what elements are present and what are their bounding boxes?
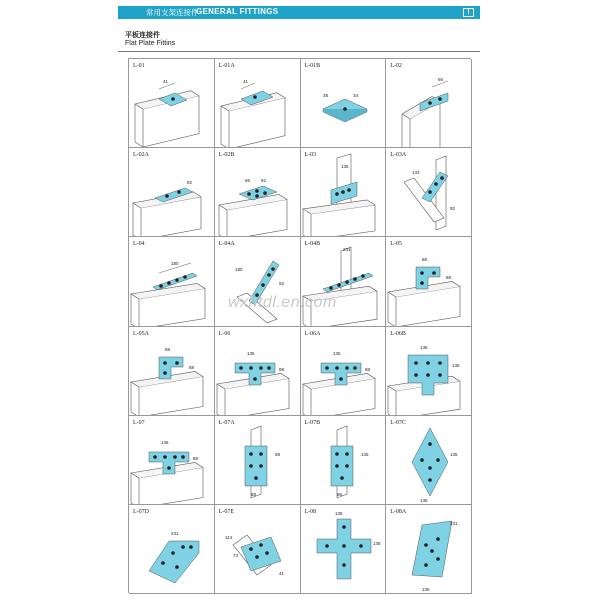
dimension-label: 88 [165, 346, 171, 352]
bolt-hole [239, 366, 243, 370]
fitting-cell [386, 327, 472, 416]
fitting-drawing [301, 148, 387, 237]
bolt-hole [181, 455, 185, 459]
bolt-hole [414, 373, 418, 377]
bolt-hole [255, 194, 259, 198]
fitting-cell [129, 327, 215, 416]
fitting-code: L-08 [304, 509, 317, 515]
bolt-hole [428, 466, 432, 470]
dimension-label: 136 [420, 344, 428, 350]
bolt-hole [345, 452, 349, 456]
fitting-code: L-01 [133, 63, 145, 69]
fitting-cell [386, 237, 472, 326]
dimension-label: 135 [360, 451, 368, 457]
bolt-hole [347, 188, 351, 192]
section-title-cn: 平板连接件 [125, 31, 160, 39]
bolt-hole [263, 191, 267, 195]
fittings-grid [128, 58, 471, 593]
bolt-hole [335, 366, 339, 370]
fitting-code: L-07B [304, 419, 321, 426]
dimension-label: 180 [171, 261, 179, 267]
bolt-hole [359, 544, 363, 548]
bolt-hole [424, 563, 428, 567]
fitting-cell [301, 327, 387, 416]
bolt-hole [153, 455, 157, 459]
bolt-hole [345, 366, 349, 370]
fitting-code: L-04A [218, 241, 235, 248]
bolt-hole [255, 189, 259, 193]
bolt-hole [420, 458, 424, 462]
bolt-hole [259, 366, 263, 370]
bolt-hole [163, 371, 167, 375]
fitting-cell [301, 237, 387, 326]
fitting-cell [386, 416, 472, 505]
fitting-code: L-03 [304, 152, 317, 159]
fitting-plate [245, 446, 267, 486]
bolt-hole [259, 464, 263, 468]
bolt-hole [167, 466, 171, 470]
fitting-code: L-04 [133, 241, 145, 248]
bolt-hole [430, 549, 434, 553]
bolt-hole [167, 282, 171, 286]
fitting-code: L-01B [304, 63, 321, 69]
dimension-label: 88 [364, 366, 370, 372]
dimension-label: 231 [171, 530, 179, 536]
bolt-hole [428, 442, 432, 446]
fitting-code: L-06 [218, 330, 231, 337]
bolt-hole [183, 276, 187, 280]
fitting-drawing [129, 59, 215, 148]
bolt-hole [339, 377, 343, 381]
bolt-hole [343, 107, 347, 111]
fitting-cell [215, 327, 301, 416]
bolt-hole [249, 366, 253, 370]
dimension-label: 136 [452, 362, 460, 368]
fitting-code: L-05 [390, 241, 402, 248]
dimension-label: 34 [352, 92, 358, 98]
bolt-hole [420, 282, 424, 286]
dimension-label: 88 [250, 491, 256, 497]
dimension-label: 88 [274, 451, 280, 457]
fitting-cell [215, 59, 301, 148]
dimension-label: 114 [224, 534, 232, 540]
bolt-hole [335, 464, 339, 468]
section-divider [118, 51, 480, 52]
dimension-label: 135 [420, 497, 428, 503]
fitting-plate [331, 446, 353, 486]
bolt-hole [175, 279, 179, 283]
bolt-hole [414, 361, 418, 365]
fitting-drawing [386, 416, 472, 505]
bolt-hole [259, 543, 263, 547]
fitting-drawing [215, 148, 301, 237]
fitting-drawing [215, 59, 301, 148]
fitting-code: L-02 [390, 63, 402, 69]
fitting-plate [412, 428, 448, 496]
dimension-label: 41 [278, 570, 284, 576]
fitting-code: L-03A [390, 152, 407, 159]
fitting-drawing [386, 237, 472, 326]
bolt-hole [189, 545, 193, 549]
dimension-label: 135 [422, 586, 430, 592]
dimension-label: 41 [242, 78, 248, 84]
fitting-drawing [386, 327, 472, 416]
bolt-hole [329, 287, 333, 291]
bolt-hole [434, 182, 438, 186]
bolt-hole [267, 366, 271, 370]
bolt-hole [171, 551, 175, 555]
fitting-drawing [386, 59, 472, 148]
dimension-label: 88 [422, 257, 428, 263]
fitting-code: L-01A [218, 63, 235, 69]
bolt-hole [440, 176, 444, 180]
fitting-drawing [301, 416, 387, 505]
logo-icon [463, 8, 474, 17]
dimension-label: 135 [450, 451, 458, 457]
bolt-hole [426, 361, 430, 365]
fitting-drawing [215, 237, 301, 326]
bolt-hole [342, 563, 346, 567]
fitting-cell [129, 148, 215, 237]
fitting-cell [301, 505, 387, 594]
bolt-hole [335, 192, 339, 196]
dimension-label: 231 [450, 520, 458, 526]
fitting-cell [386, 148, 472, 237]
fitting-code: L-07A [218, 419, 235, 426]
header-title-cn: 常用支架连接件 [146, 8, 199, 17]
dimension-label: 92 [186, 180, 192, 186]
dimension-label: 135 [161, 439, 169, 445]
bolt-hole [249, 464, 253, 468]
fitting-code: L-02A [133, 152, 149, 159]
fitting-code: L-04B [304, 241, 321, 248]
bolt-hole [271, 268, 275, 272]
fitting-drawing [129, 237, 215, 326]
bolt-hole [175, 565, 179, 569]
bolt-hole [163, 361, 167, 365]
bolt-hole [342, 525, 346, 529]
bolt-hole [181, 545, 185, 549]
bolt-hole [436, 537, 440, 541]
fitting-code: L-07 [133, 419, 145, 426]
fitting-drawing [215, 505, 301, 594]
dimension-label: 135 [246, 350, 255, 356]
bolt-hole [177, 190, 181, 194]
bolt-hole [345, 281, 349, 285]
bolt-hole [249, 452, 253, 456]
bolt-hole [161, 561, 165, 565]
fitting-plate [412, 521, 452, 577]
fitting-code: L-02B [218, 152, 235, 159]
bolt-hole [353, 366, 357, 370]
bolt-hole [249, 547, 253, 551]
fitting-drawing [129, 416, 215, 505]
watermark: wxhtdl.en.com [228, 294, 337, 311]
dimension-label: 135 [340, 164, 348, 170]
bolt-hole [165, 194, 169, 198]
fitting-cell [215, 148, 301, 237]
bolt-hole [173, 455, 177, 459]
bolt-hole [424, 543, 428, 547]
fitting-drawing [129, 327, 215, 416]
dimension-label: 180 [234, 267, 243, 273]
fitting-cell [129, 59, 215, 148]
header-title-en: GENERAL FITTINGS [196, 7, 279, 16]
bolt-hole [361, 275, 365, 279]
bolt-hole [255, 555, 259, 559]
bolt-hole [325, 544, 329, 548]
bolt-hole [342, 544, 346, 548]
bolt-hole [420, 272, 424, 276]
bolt-hole [438, 361, 442, 365]
fitting-cell [129, 505, 215, 594]
fitting-code: L-07D [133, 509, 149, 515]
dimension-label: 135 [334, 510, 342, 516]
dimension-label: 41 [163, 78, 169, 84]
bolt-hole [428, 478, 432, 482]
fitting-cell [215, 416, 301, 505]
bolt-hole [436, 458, 440, 462]
fitting-code: L-08A [390, 509, 407, 515]
fitting-cell [129, 237, 215, 326]
fitting-cell [386, 59, 472, 148]
dimension-label: 92 [260, 178, 266, 184]
bolt-hole [337, 284, 341, 288]
dimension-label: 135 [332, 350, 340, 356]
bolt-hole [265, 551, 269, 555]
fitting-cell [215, 237, 301, 326]
bolt-hole [426, 373, 430, 377]
dimension-label: 133 [412, 170, 420, 176]
fitting-drawing [129, 505, 215, 594]
bolt-hole [175, 361, 179, 365]
bolt-hole [438, 97, 442, 101]
dimension-label: 135 [372, 540, 380, 546]
bolt-hole [253, 377, 257, 381]
dimension-label: 88 [188, 364, 194, 370]
bolt-hole [159, 285, 163, 289]
strut-channel [303, 200, 375, 237]
fitting-drawing [301, 505, 387, 594]
dimension-label: 66 [438, 76, 444, 82]
dimension-label: 66 [244, 178, 250, 184]
dimension-label: 88 [336, 491, 342, 497]
dimension-label: 92 [278, 281, 284, 287]
fitting-code: L-06B [390, 330, 406, 337]
fitting-code: L-07C [390, 419, 406, 426]
fitting-cell [129, 416, 215, 505]
bolt-hole [428, 190, 432, 194]
bolt-hole [325, 366, 329, 370]
bolt-hole [247, 192, 251, 196]
bolt-hole [353, 278, 357, 282]
fitting-drawing [129, 148, 215, 237]
fitting-drawing [301, 327, 387, 416]
bolt-hole [432, 272, 436, 276]
dimension-label: 88 [446, 275, 452, 281]
dimension-label: 88 [192, 455, 198, 461]
bolt-hole [428, 101, 432, 105]
fitting-cell [215, 505, 301, 594]
section-title-en: Flat Plate Fittins [125, 40, 176, 47]
dimension-label: 73 [232, 552, 238, 558]
bolt-hole [163, 455, 167, 459]
fitting-drawing [301, 59, 387, 148]
fitting-drawing [386, 148, 472, 237]
dimension-label: 92 [450, 206, 456, 212]
fitting-drawing [215, 327, 301, 416]
fitting-code: L-07E [218, 509, 235, 515]
fitting-drawing [301, 237, 387, 326]
dimension-label: 231 [342, 247, 350, 253]
fitting-code: L-06A [304, 330, 321, 337]
bolt-hole [335, 452, 339, 456]
fitting-cell [301, 416, 387, 505]
bolt-hole [254, 476, 258, 480]
fitting-cell [301, 148, 387, 237]
fitting-drawing [386, 505, 472, 594]
dimension-label: 38 [322, 92, 328, 98]
bolt-hole [267, 274, 271, 278]
dimension-label: 88 [278, 366, 284, 372]
bolt-hole [345, 464, 349, 468]
bolt-hole [259, 452, 263, 456]
fitting-code: L-05A [133, 330, 149, 337]
bolt-hole [436, 557, 440, 561]
fitting-cell [301, 59, 387, 148]
strut-channel [219, 195, 287, 238]
header-bar [118, 6, 480, 19]
bolt-hole [340, 476, 344, 480]
bolt-hole [253, 95, 257, 99]
bolt-hole [171, 97, 175, 101]
bolt-hole [341, 190, 345, 194]
fitting-cell [386, 505, 472, 594]
fitting-drawing [215, 416, 301, 505]
bolt-hole [438, 373, 442, 377]
bolt-hole [261, 284, 265, 288]
strut-channel [131, 284, 205, 327]
